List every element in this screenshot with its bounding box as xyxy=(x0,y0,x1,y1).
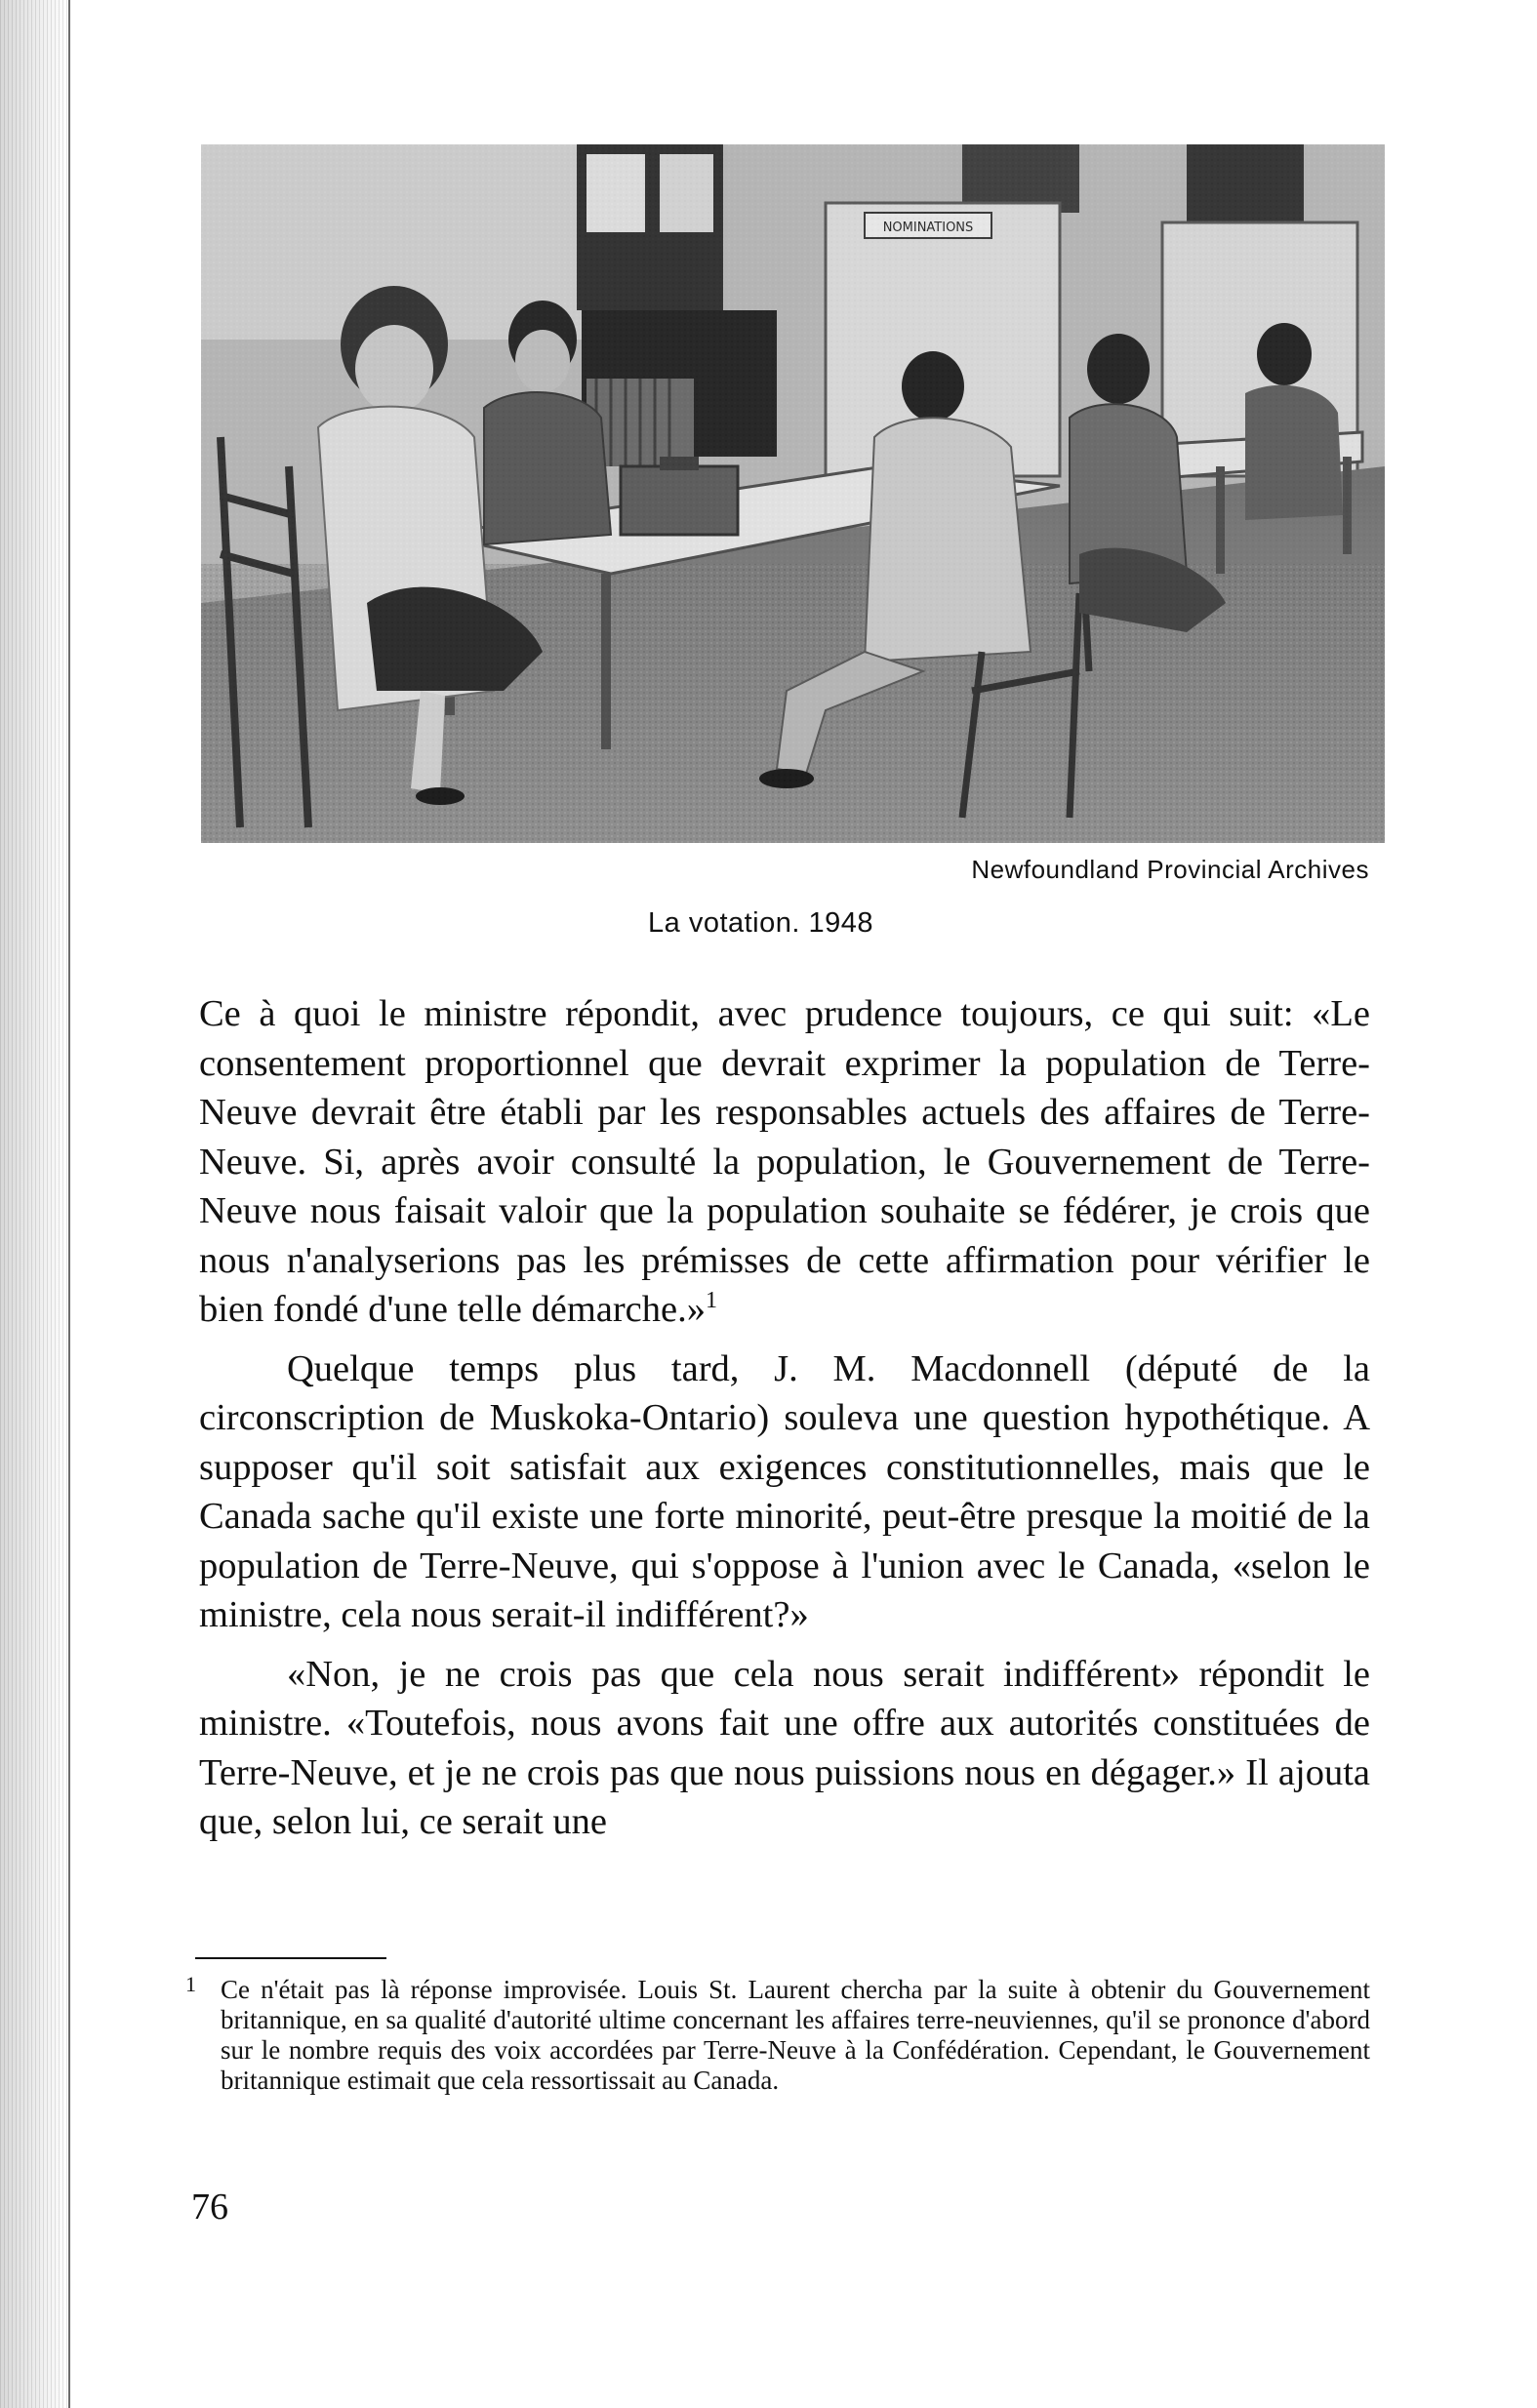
photo-caption: La votation. 1948 xyxy=(648,907,874,939)
body-text xyxy=(199,989,1370,1857)
paragraph-text: Ce à quoi le ministre répondit, avec prudence toujours, ce qui suit: «Le consentement proportionnel que devrait exprimer la population de Terre-Neuve devrait être établi par les responsables actuels des affaires de Terre-Neuve. Si, après avoir consulté la population, le Gouvernement de Terre-Neuve nous faisait valoir que la population souhaite se fédérer, je crois que nous n'analyserions pas les prémisses de cette affirmation pour vérifier le bien fondé d'une telle démarche.» xyxy=(199,993,1370,1330)
page-binding-edge xyxy=(0,0,70,2408)
voting-scene-photo xyxy=(201,144,1385,843)
footnote-marker: 1 xyxy=(185,1972,196,1996)
paragraph xyxy=(199,1650,1370,1847)
paragraph xyxy=(199,989,1370,1335)
photo-sign-text: NOMINATIONS xyxy=(882,221,974,235)
page-binding-line xyxy=(68,0,70,2408)
paragraph-text: Quelque temps plus tard, J. M. Macdonnell (député de la circonscription de Muskoka-Ontario) souleva une question hypothétique. A supposer qu'il soit satisfait aux exigences constitutionnelles, mais que le Canada sache qu'il existe une forte minorité, peut-être presque la moitié de la population de Terre-Neuve, qui s'oppose à l'union avec le Canada, «selon le ministre, cela nous serait-il indifférent?» xyxy=(199,1347,1370,1635)
footnote-reference: 1 xyxy=(705,1288,717,1313)
paragraph-text: «Non, je ne crois pas que cela nous serait indifférent» répondit le ministre. «Toutefois, nous avons fait une offre aux autorités constituées de Terre-Neuve, et je ne crois pas que nous puissions nous en dégager.» Il ajouta que, selon lui, ce serait une xyxy=(199,1653,1370,1842)
paragraph xyxy=(199,1344,1370,1640)
photo-credit: Newfoundland Provincial Archives xyxy=(971,855,1369,884)
page-number: 76 xyxy=(191,2187,228,2227)
footnote-text: Ce n'était pas là réponse improvisée. Louis St. Laurent chercha par la suite à obtenir du Gouvernement britannique, en sa qualité d'autorité ultime concernant les affaires terre-neuviennes, qu'il se prononce d'abord sur le nombre requis des voix accordées par Terre-Neuve à la Confédération. Cependant, le Gouvernement britannique estimait que cela ressortissait au Canada. xyxy=(221,1975,1370,2095)
footnote-divider xyxy=(195,1957,386,1959)
footnote xyxy=(185,1972,1370,2096)
